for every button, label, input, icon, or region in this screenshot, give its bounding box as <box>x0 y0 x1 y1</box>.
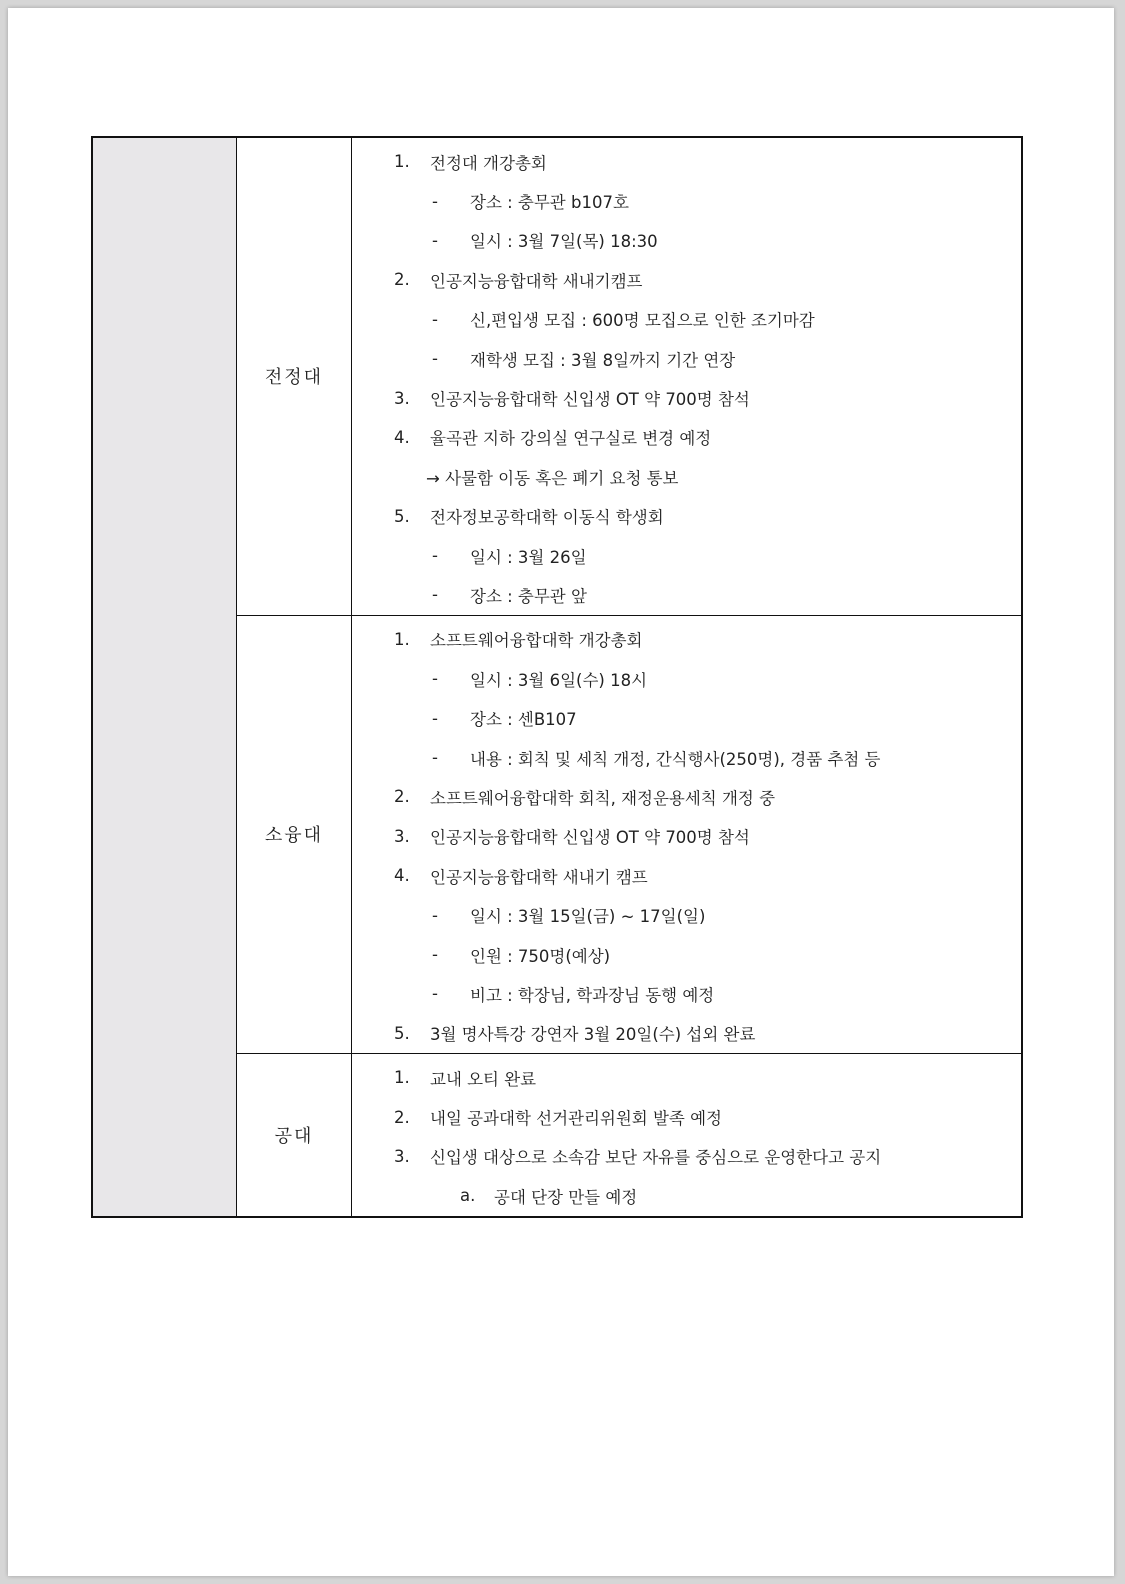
section-label: 공대 <box>237 1054 352 1216</box>
list-item <box>352 142 1021 181</box>
list-item <box>352 659 1021 698</box>
shaded-first-column <box>93 138 237 1216</box>
list-marker: - <box>432 585 438 605</box>
list-marker: 1. <box>394 629 410 649</box>
list-marker: - <box>432 945 438 964</box>
list-text: 전자정보공학대학 이동식 학생회 <box>430 508 664 528</box>
list-marker: 2. <box>394 270 410 290</box>
list-text: 신입생 대상으로 소속감 보단 자유를 중심으로 운영한다고 공지 <box>430 1148 882 1168</box>
list-marker: 4. <box>394 866 410 886</box>
list-text: 교내 오티 완료 <box>430 1069 537 1089</box>
list-item <box>352 181 1021 220</box>
list-text: 재학생 모집 : 3월 8일까지 기간 연장 <box>470 350 736 370</box>
list-text: 일시 : 3월 26일 <box>470 547 587 567</box>
list-item <box>352 221 1021 260</box>
list-item <box>352 1176 1021 1215</box>
section-body <box>352 1054 1021 1216</box>
section-body <box>352 138 1021 616</box>
list-item <box>352 536 1021 575</box>
list-item <box>352 1014 1021 1053</box>
list-marker: 4. <box>394 427 410 447</box>
section-label: 소융대 <box>237 616 352 1054</box>
list-text: 인공지능융합대학 새내기캠프 <box>430 271 643 291</box>
list-marker: - <box>432 349 438 369</box>
list-text: 장소 : 센B107 <box>470 710 577 730</box>
list-text: 공대 단장 만들 예정 <box>494 1187 638 1207</box>
list-marker: - <box>432 546 438 566</box>
list-marker: - <box>432 191 438 211</box>
list-marker: a. <box>460 1186 476 1206</box>
list-text: 소프트웨어융합대학 회칙, 재정운용세칙 개정 중 <box>430 788 776 808</box>
list-text: 내일 공과대학 선거관리위원회 발족 예정 <box>430 1109 722 1129</box>
list-item <box>352 895 1021 934</box>
list-item <box>352 457 1021 496</box>
list-marker: 1. <box>394 152 410 172</box>
report-table <box>91 136 1023 1218</box>
list-marker: - <box>432 230 438 250</box>
list-marker: - <box>432 669 438 689</box>
list-text: 내용 : 회칙 및 세칙 개정, 간식행사(250명), 경품 추첨 등 <box>470 749 881 769</box>
list-marker: 3. <box>394 826 410 846</box>
list-marker: 5. <box>394 506 410 526</box>
list-text: 인공지능융합대학 신입생 OT 약 700명 참석 <box>430 828 750 848</box>
list-marker: - <box>432 905 438 925</box>
list-item <box>352 738 1021 777</box>
list-text: 일시 : 3월 6일(수) 18시 <box>470 670 648 690</box>
list-text: 신,편입생 모집 : 600명 모집으로 인한 조기마감 <box>470 311 815 331</box>
list-item <box>352 1137 1021 1176</box>
list-item <box>352 856 1021 895</box>
list-text: 일시 : 3월 15일(금) ~ 17일(일) <box>470 907 706 927</box>
list-text: 3월 명사특강 강연자 3월 20일(수) 섭외 완료 <box>430 1025 756 1045</box>
list-item <box>352 974 1021 1013</box>
list-item <box>352 1097 1021 1136</box>
list-text: 일시 : 3월 7일(목) 18:30 <box>470 232 658 252</box>
list-text: 비고 : 학장님, 학과장님 동행 예정 <box>470 985 715 1005</box>
list-item <box>352 339 1021 378</box>
list-text: 소프트웨어융합대학 개강총회 <box>430 631 643 651</box>
list-marker: 5. <box>394 1023 410 1043</box>
list-item <box>352 260 1021 299</box>
section-label: 전정대 <box>237 138 352 616</box>
list-text: 인원 : 750명(예상) <box>470 946 611 966</box>
list-marker: - <box>432 708 438 728</box>
list-marker: 3. <box>394 1146 410 1166</box>
list-item <box>352 698 1021 737</box>
list-text: 율곡관 지하 강의실 연구실로 변경 예정 <box>430 429 712 449</box>
list-marker: 1. <box>394 1068 410 1088</box>
list-item <box>352 1058 1021 1097</box>
list-item <box>352 777 1021 816</box>
list-item <box>352 300 1021 339</box>
list-text: 인공지능융합대학 새내기 캠프 <box>430 867 648 887</box>
list-item <box>352 497 1021 536</box>
section-body <box>352 616 1021 1054</box>
list-item <box>352 575 1021 614</box>
list-marker: 3. <box>394 388 410 408</box>
list-text: → 사물함 이동 혹은 폐기 요청 통보 <box>426 468 679 488</box>
list-text: 장소 : 충무관 앞 <box>470 586 587 606</box>
list-item <box>352 418 1021 457</box>
list-text: 장소 : 충무관 b107호 <box>470 193 629 213</box>
list-text: 인공지능융합대학 신입생 OT 약 700명 참석 <box>430 390 750 410</box>
list-marker: 2. <box>394 787 410 807</box>
list-marker: - <box>432 309 438 329</box>
list-item <box>352 378 1021 417</box>
list-marker: 2. <box>394 1107 410 1127</box>
list-text: 전정대 개강총회 <box>430 153 547 173</box>
document-page <box>8 8 1114 1576</box>
list-item <box>352 935 1021 974</box>
list-item <box>352 817 1021 856</box>
list-marker: - <box>432 984 438 1004</box>
list-marker: - <box>432 748 438 768</box>
list-item <box>352 620 1021 659</box>
